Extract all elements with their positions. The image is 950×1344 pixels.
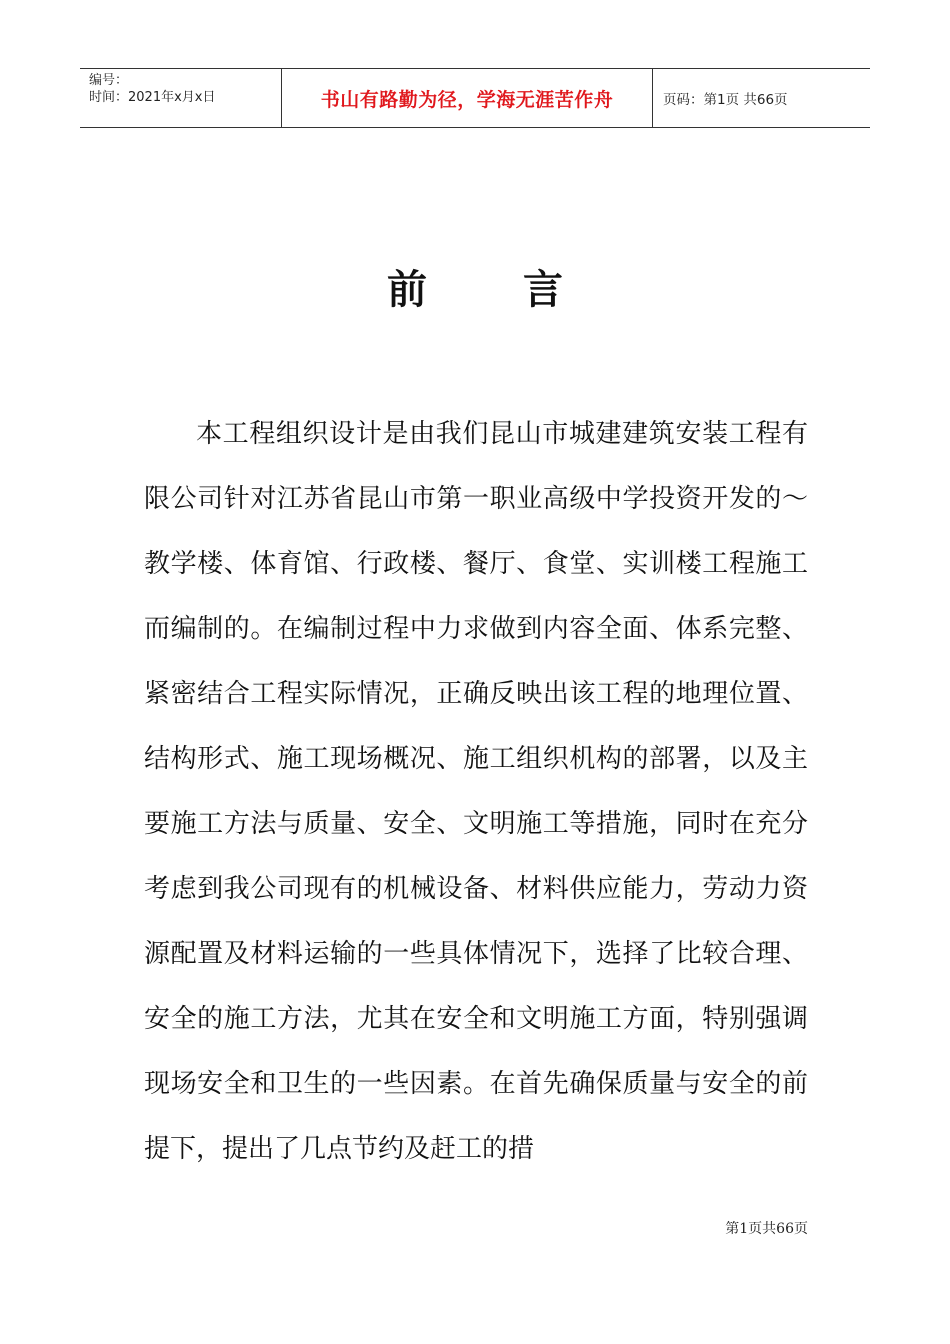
page-info-text: 页码：第1页 共66页 — [663, 92, 788, 108]
page-header — [80, 68, 870, 128]
title-char-1: 前 — [387, 266, 427, 313]
preface-paragraph: 本工程组织设计是由我们昆山市城建建筑安装工程有限公司针对江苏省昆山市第一职业高级中学投资开发的～教学楼、体育馆、行政楼、餐厅、食堂、实训楼工程施工而编制的。在编制过程中力求做到内容全面、体系完整、紧密结合工程实际情况，正确反映出该工程的地理位置、结构形式、施工现场概况、施工组织机构的部署，以及主要施工方法与质量、安全、文明施工等措施，同时在充分考虑到我公司现有的机械设备、材料供应能力，劳动力资源配置及材料运输的一些具体情况下，选择了比较合理、安全的施工方法，尤其在安全和文明施工方面，特别强调现场安全和卫生的一些因素。在首先确保质量与安全的前提下，提出了几点节约及赶工的措 — [144, 419, 808, 1164]
title-char-2: 言 — [523, 266, 563, 313]
header-motto — [281, 69, 653, 127]
page-title — [0, 258, 950, 315]
page-footer: 第1页共66页 — [725, 1221, 808, 1237]
motto-text: 书山有路勤为径，学海无涯苦作舟 — [320, 88, 614, 111]
document-number: 编号： — [89, 73, 129, 88]
header-page-info — [653, 69, 870, 127]
document-time: 时间：2021年x月x日 — [89, 90, 216, 105]
header-meta — [80, 69, 281, 127]
